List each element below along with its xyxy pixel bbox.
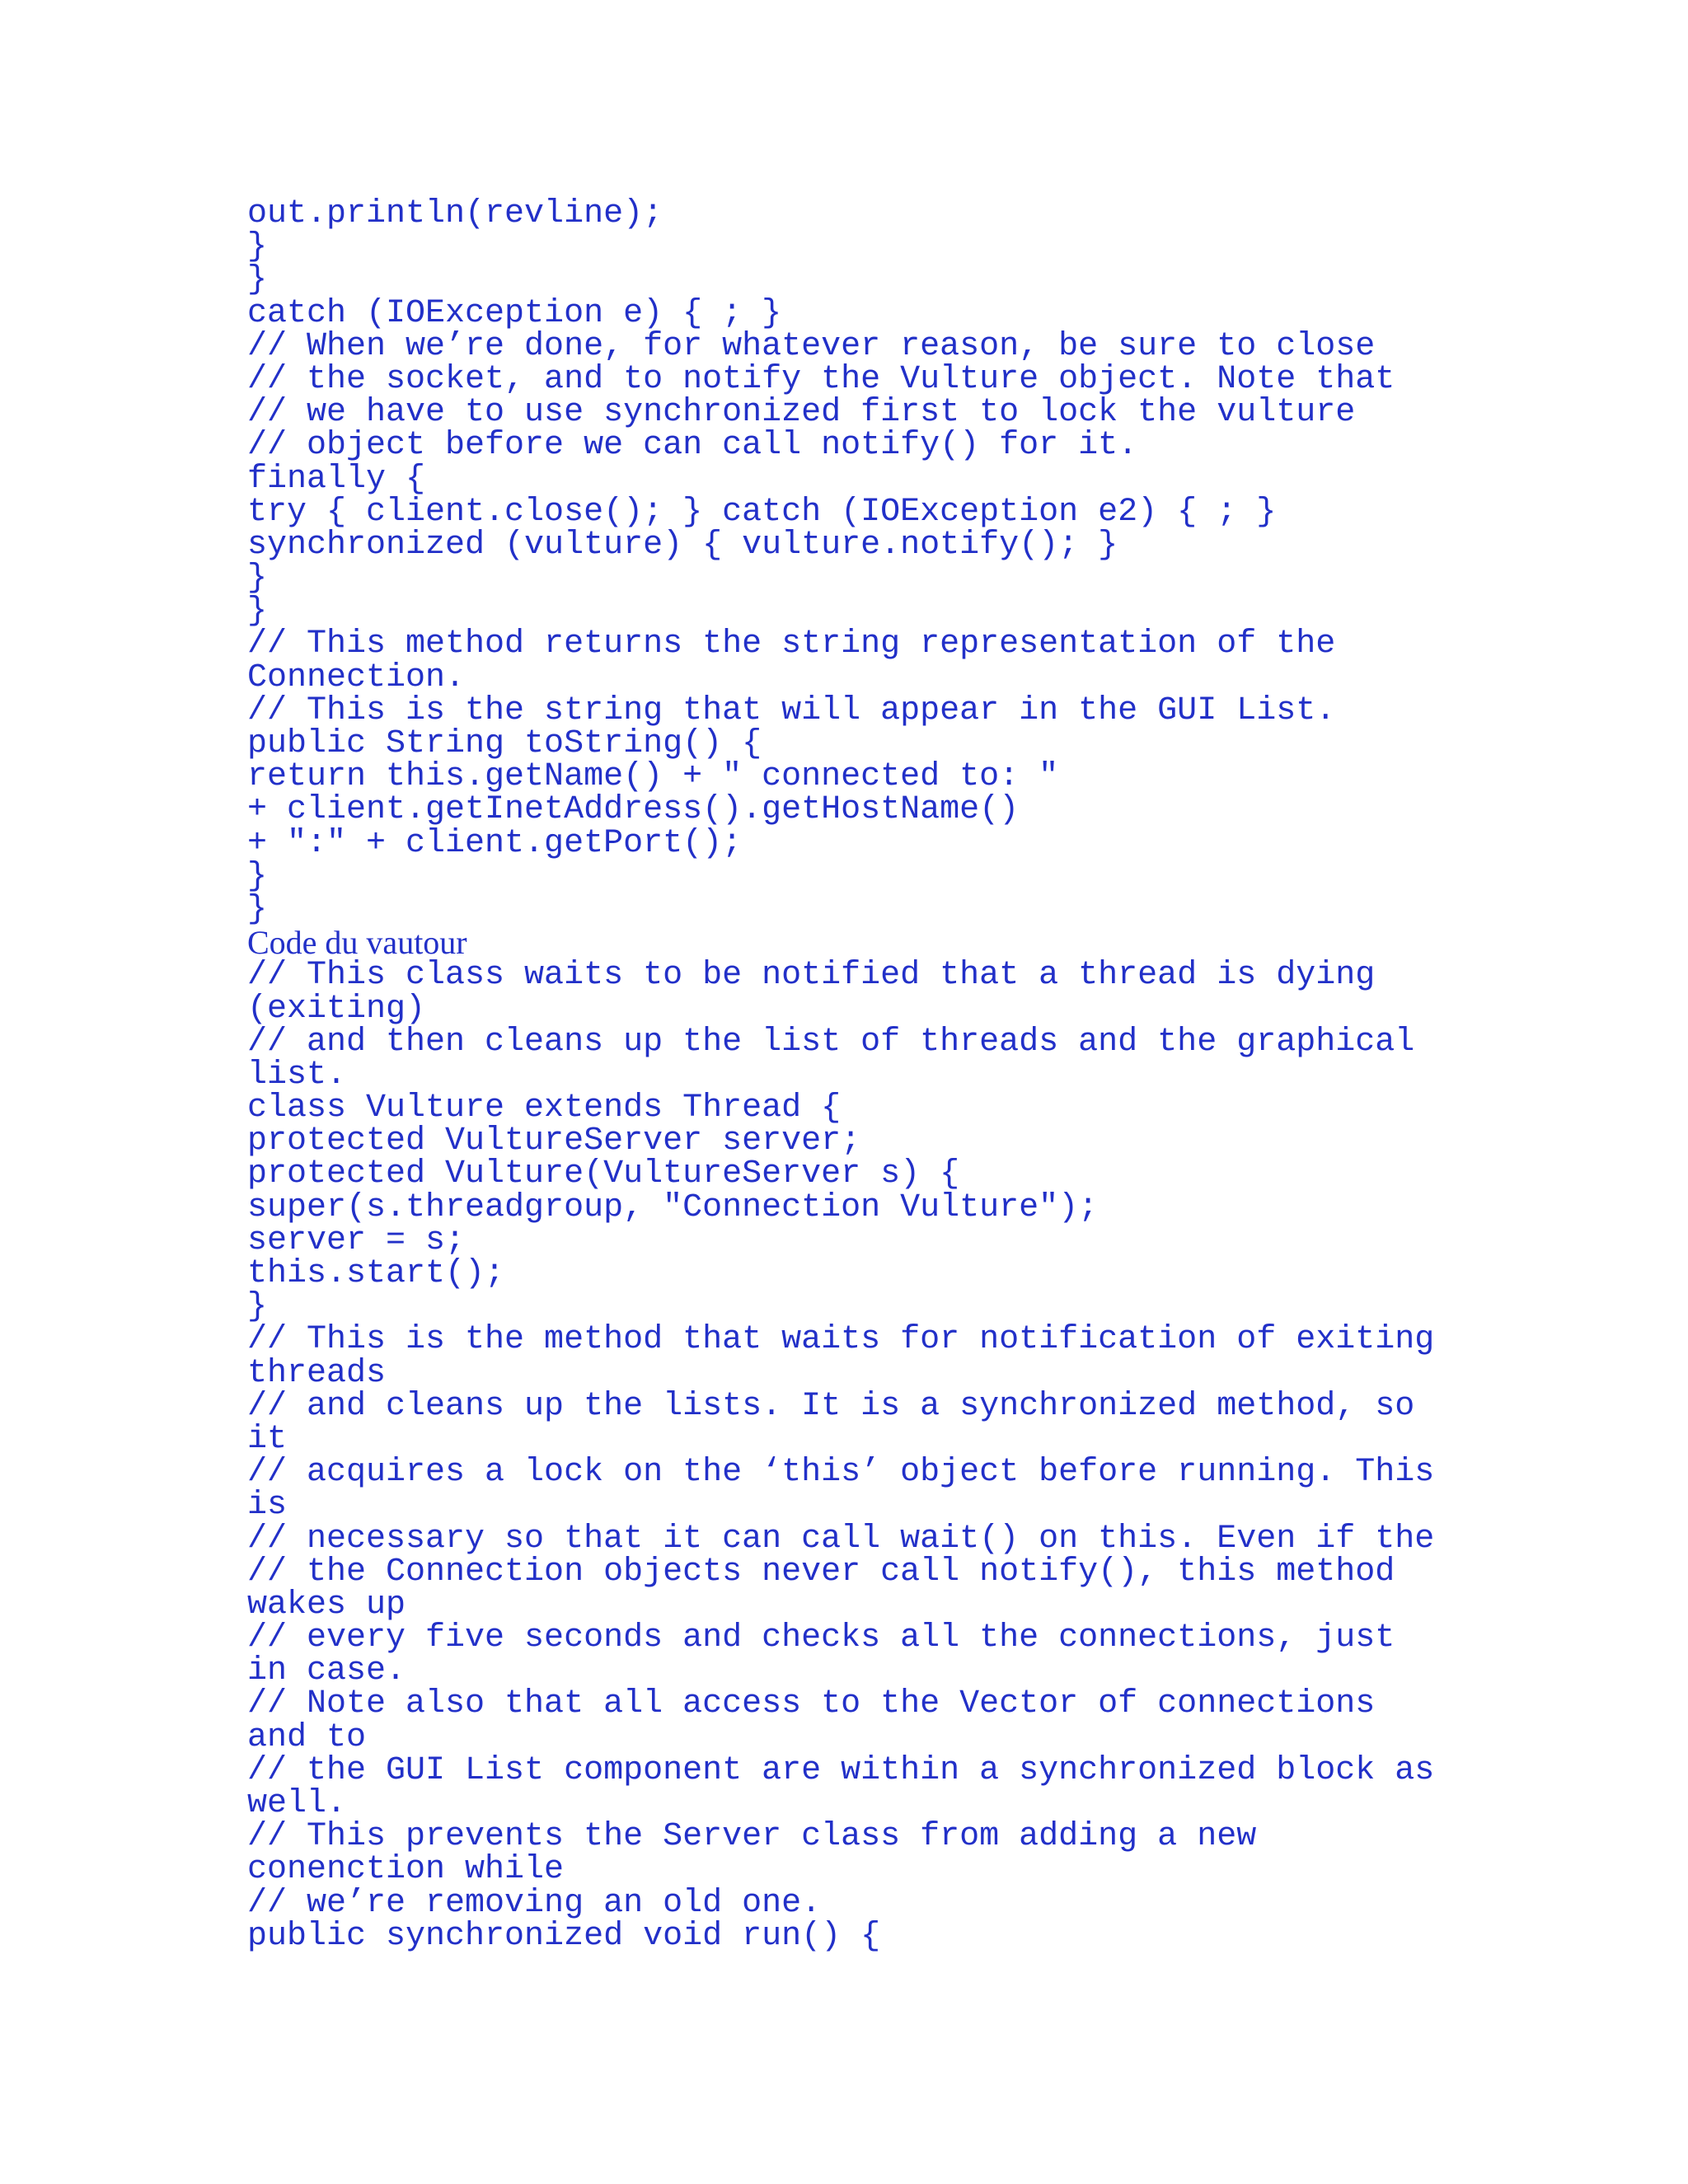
document-page [247,195,1467,1955]
code-line: // This method returns the string representation of the [247,626,1336,663]
section-heading: Code du vautour [247,924,467,962]
code-line: // object before we can call notify() for it. [247,427,1138,465]
code-line: Connection. [247,658,466,696]
code-line: // every five seconds and checks all the connections, just [247,1619,1395,1657]
code-line: + ":" + client.getPort(); [247,824,743,862]
code-line: } [247,1288,268,1326]
code-line: server = s; [247,1221,466,1259]
code-line: threads [247,1354,387,1392]
code-line: // the Connection objects never call notify(), this method [247,1553,1395,1591]
code-line: // This prevents the Server class from adding a new [247,1818,1257,1856]
code-line: // necessary so that it can call wait() on this. Even if the [247,1520,1435,1558]
code-line: // This class waits to be notified that a thread is dying [247,957,1376,995]
code-line: catch (IOException e) { ; } [247,294,782,332]
code-line: this.start(); [247,1255,505,1292]
code-line: // and cleans up the lists. It is a synchronized method, so [247,1387,1415,1425]
code-line: protected Vulture(VultureServer s) { [247,1155,960,1193]
code-line: is [247,1487,288,1525]
code-line: } [247,890,268,928]
code-line: and to [247,1718,367,1756]
code-line: public String toString() { [247,725,762,762]
code-line: // Note also that all access to the Vector of connections [247,1685,1376,1723]
code-line: // When we’re done, for whatever reason, be sure to close [247,327,1376,365]
code-line: (exiting) [247,990,426,1028]
code-line: } [247,560,268,598]
code-line: it [247,1420,288,1458]
code-line: // This is the string that will appear in the GUI List. [247,691,1336,729]
code-line: // we’re removing an old one. [247,1884,822,1922]
code-line: conenction while [247,1851,565,1889]
code-line: super(s.threadgroup, "Connection Vulture"); [247,1188,1099,1226]
code-line: // we have to use synchronized first to lock the vulture [247,394,1356,432]
code-line: // the socket, and to notify the Vulture object. Note that [247,360,1395,398]
code-line: class Vulture extends Thread { [247,1090,842,1127]
code-line: in case. [247,1652,406,1690]
code-line: } [247,228,268,266]
code-line: list. [247,1056,347,1094]
code-line: // This is the method that waits for notification of exiting [247,1321,1435,1359]
code-line: synchronized (vulture) { vulture.notify(); } [247,526,1118,564]
code-line: public synchronized void run() { [247,1917,881,1955]
code-line: // the GUI List component are within a synchronized block as [247,1751,1435,1789]
code-line: + client.getInetAddress().getHostName() [247,791,1020,829]
code-line: } [247,261,268,299]
code-line: // acquires a lock on the ‘this’ object before running. This [247,1454,1435,1492]
code-line: } [247,593,268,630]
code-line: // and then cleans up the list of threads and the graphical [247,1023,1415,1061]
code-line: finally { [247,460,426,498]
code-line: well. [247,1785,347,1822]
code-line: wakes up [247,1586,406,1624]
code-line: try { client.close(); } catch (IOException e2) { ; } [247,493,1277,531]
code-line: } [247,857,268,895]
code-line: out.println(revline); [247,195,663,232]
code-line: protected VultureServer server; [247,1122,861,1160]
code-line: return this.getName() + " connected to: " [247,758,1059,796]
